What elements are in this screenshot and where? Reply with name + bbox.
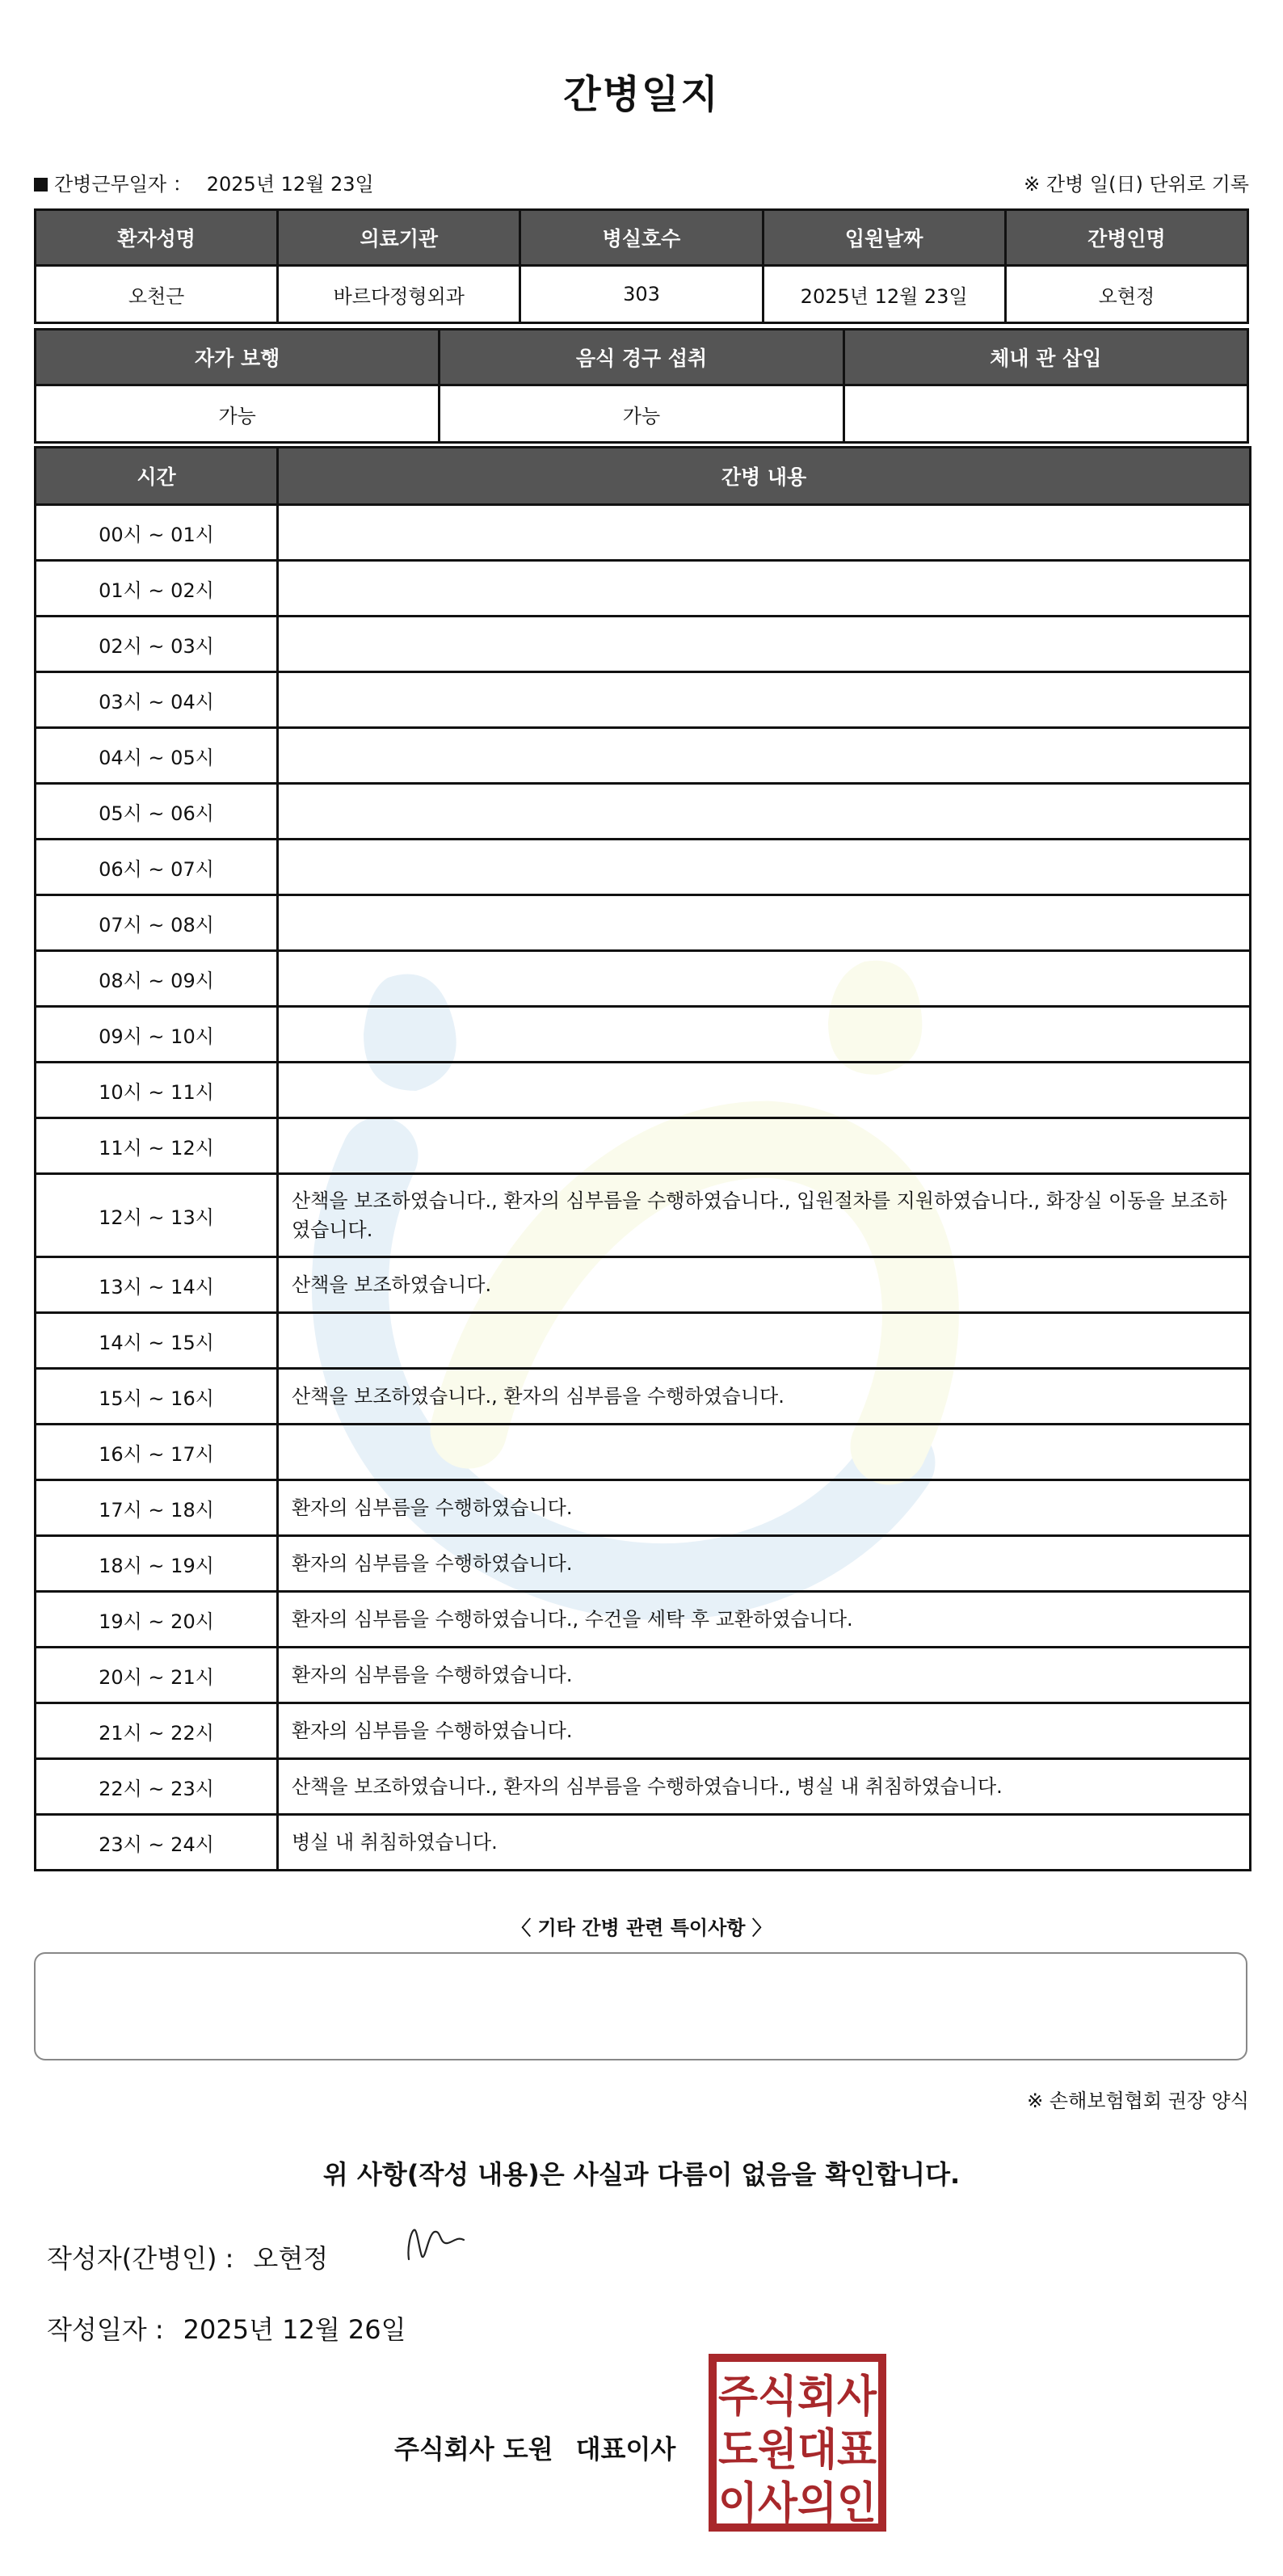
written-date-line — [47, 2309, 406, 2347]
company-name: 주식회사 도원 — [394, 2434, 553, 2464]
log-time-cell: 06시 ~ 07시 — [36, 840, 278, 895]
log-content-cell — [278, 505, 1251, 561]
seal-line-1: 주식회사 — [718, 2371, 877, 2422]
log-time-cell: 21시 ~ 22시 — [36, 1703, 278, 1759]
log-time-cell: 08시 ~ 09시 — [36, 951, 278, 1007]
log-time-cell: 02시 ~ 03시 — [36, 617, 278, 672]
log-row — [36, 1313, 1251, 1369]
info-header-row — [36, 210, 1248, 266]
log-time-cell: 03시 ~ 04시 — [36, 672, 278, 728]
log-time-cell: 05시 ~ 06시 — [36, 784, 278, 840]
writer-line — [47, 2238, 328, 2275]
log-time-cell: 00시 ~ 01시 — [36, 505, 278, 561]
log-time-cell: 09시 ~ 10시 — [36, 1007, 278, 1063]
hospital-value: 바르다정형외과 — [278, 266, 520, 323]
confirmation-statement: 위 사항(작성 내용)은 사실과 다름이 없음을 확인합니다. — [322, 2159, 961, 2190]
log-row — [36, 1536, 1251, 1592]
company-seal-stamp — [708, 2353, 887, 2532]
caregiver-value: 오현정 — [1005, 266, 1247, 323]
info-header-caregiver: 간병인명 — [1005, 210, 1247, 266]
log-row — [36, 672, 1251, 728]
log-content-cell: 환자의 심부름을 수행하였습니다. — [278, 1480, 1251, 1536]
log-time-cell: 19시 ~ 20시 — [36, 1592, 278, 1648]
info-header-room: 병실호수 — [520, 210, 763, 266]
log-row — [36, 1257, 1251, 1313]
company-line — [394, 2429, 675, 2466]
log-time-cell: 12시 ~ 13시 — [36, 1174, 278, 1257]
patient-status-table — [34, 328, 1249, 444]
status-header-tube: 체내 관 삽입 — [843, 330, 1247, 385]
log-content-cell: 산책을 보조하였습니다., 환자의 심부름을 수행하였습니다., 입원절차를 지원하였습니다., 화장실 이동을 보조하였습니다. — [278, 1174, 1251, 1257]
log-time-cell: 10시 ~ 11시 — [36, 1063, 278, 1118]
log-content-cell — [278, 951, 1251, 1007]
recommend-note: ※ 손해보험협회 권장 양식 — [1027, 2090, 1249, 2112]
document-title: 간병일지 — [563, 72, 720, 117]
written-date-label: 작성일자 : — [47, 2314, 164, 2345]
status-value-row — [36, 385, 1248, 443]
log-time-cell: 16시 ~ 17시 — [36, 1425, 278, 1480]
log-row — [36, 784, 1251, 840]
log-row — [36, 728, 1251, 784]
log-row — [36, 1480, 1251, 1536]
log-row — [36, 951, 1251, 1007]
status-header-walking: 자가 보행 — [36, 330, 440, 385]
info-header-patient-name: 환자성명 — [36, 210, 278, 266]
log-time-cell: 18시 ~ 19시 — [36, 1536, 278, 1592]
log-time-cell: 01시 ~ 02시 — [36, 561, 278, 617]
notes-box — [34, 1952, 1247, 2060]
writer-name: 오현정 — [253, 2243, 329, 2274]
info-header-admission-date: 입원날짜 — [763, 210, 1005, 266]
log-row — [36, 1007, 1251, 1063]
log-time-cell: 07시 ~ 08시 — [36, 895, 278, 951]
log-content-cell: 병실 내 취침하였습니다. — [278, 1815, 1251, 1871]
work-date-label: 간병근무일자 ： — [54, 173, 192, 196]
log-row — [36, 1369, 1251, 1425]
log-content-cell: 환자의 심부름을 수행하였습니다. — [278, 1648, 1251, 1703]
log-row — [36, 895, 1251, 951]
log-content-cell — [278, 561, 1251, 617]
log-time-cell: 15시 ~ 16시 — [36, 1369, 278, 1425]
log-content-cell: 산책을 보조하였습니다., 환자의 심부름을 수행하였습니다., 병실 내 취침하였습니다. — [278, 1759, 1251, 1815]
log-row — [36, 1648, 1251, 1703]
log-content-cell — [278, 784, 1251, 840]
log-content-cell — [278, 840, 1251, 895]
seal-line-3: 이사의인 — [718, 2477, 877, 2528]
room-value: 303 — [520, 266, 763, 323]
log-time-cell: 04시 ~ 05시 — [36, 728, 278, 784]
log-content-cell — [278, 895, 1251, 951]
writer-label: 작성자(간병인) : — [47, 2243, 234, 2274]
log-header-time: 시간 — [36, 448, 278, 505]
square-bullet-icon — [34, 178, 48, 192]
log-row — [36, 1815, 1251, 1871]
status-header-row — [36, 330, 1248, 385]
log-content-cell — [278, 1425, 1251, 1480]
log-content-cell — [278, 1007, 1251, 1063]
log-content-cell: 산책을 보조하였습니다., 환자의 심부름을 수행하였습니다. — [278, 1369, 1251, 1425]
admission-date-value: 2025년 12월 23일 — [763, 266, 1005, 323]
ceo-label: 대표이사 — [575, 2434, 676, 2464]
log-row — [36, 1174, 1251, 1257]
oral-intake-value: 가능 — [440, 385, 843, 443]
log-content-cell: 환자의 심부름을 수행하였습니다., 수건을 세탁 후 교환하였습니다. — [278, 1592, 1251, 1648]
patient-name-value: 오천근 — [36, 266, 278, 323]
info-header-hospital: 의료기관 — [278, 210, 520, 266]
notes-title: 〈 기타 간병 관련 특이사항 〉 — [511, 1917, 772, 1939]
log-time-cell: 14시 ~ 15시 — [36, 1313, 278, 1369]
log-time-cell: 23시 ~ 24시 — [36, 1815, 278, 1871]
work-date-value: 2025년 12월 23일 — [206, 173, 374, 196]
log-time-cell: 13시 ~ 14시 — [36, 1257, 278, 1313]
unit-note: ※ 간병 일(日) 단위로 기록 — [1024, 173, 1249, 196]
log-row — [36, 1063, 1251, 1118]
info-value-row — [36, 266, 1248, 323]
log-time-cell: 20시 ~ 21시 — [36, 1648, 278, 1703]
status-header-oral-intake: 음식 경구 섭취 — [440, 330, 843, 385]
log-time-cell: 11시 ~ 12시 — [36, 1118, 278, 1174]
log-row — [36, 617, 1251, 672]
log-time-cell: 22시 ~ 23시 — [36, 1759, 278, 1815]
log-row — [36, 1703, 1251, 1759]
log-row — [36, 561, 1251, 617]
log-content-cell — [278, 617, 1251, 672]
log-body — [36, 505, 1251, 1871]
patient-info-table — [34, 208, 1249, 324]
walking-value: 가능 — [36, 385, 440, 443]
log-header-row — [36, 448, 1251, 505]
log-time-cell: 17시 ~ 18시 — [36, 1480, 278, 1536]
log-row — [36, 1592, 1251, 1648]
log-row — [36, 840, 1251, 895]
log-row — [36, 1118, 1251, 1174]
log-row — [36, 505, 1251, 561]
seal-line-2: 도원대표 — [718, 2424, 877, 2475]
log-content-cell — [278, 1118, 1251, 1174]
log-content-cell — [278, 1063, 1251, 1118]
tube-value — [843, 385, 1247, 443]
signature-icon — [404, 2224, 469, 2266]
log-row — [36, 1425, 1251, 1480]
log-content-cell — [278, 672, 1251, 728]
log-content-cell: 환자의 심부름을 수행하였습니다. — [278, 1536, 1251, 1592]
log-content-cell: 산책을 보조하였습니다. — [278, 1257, 1251, 1313]
log-header-content: 간병 내용 — [278, 448, 1251, 505]
hourly-log-table — [34, 446, 1251, 1871]
log-content-cell: 환자의 심부름을 수행하였습니다. — [278, 1703, 1251, 1759]
work-date-line — [34, 168, 374, 196]
log-content-cell — [278, 1313, 1251, 1369]
log-row — [36, 1759, 1251, 1815]
log-content-cell — [278, 728, 1251, 784]
written-date-value: 2025년 12월 26일 — [183, 2314, 406, 2345]
